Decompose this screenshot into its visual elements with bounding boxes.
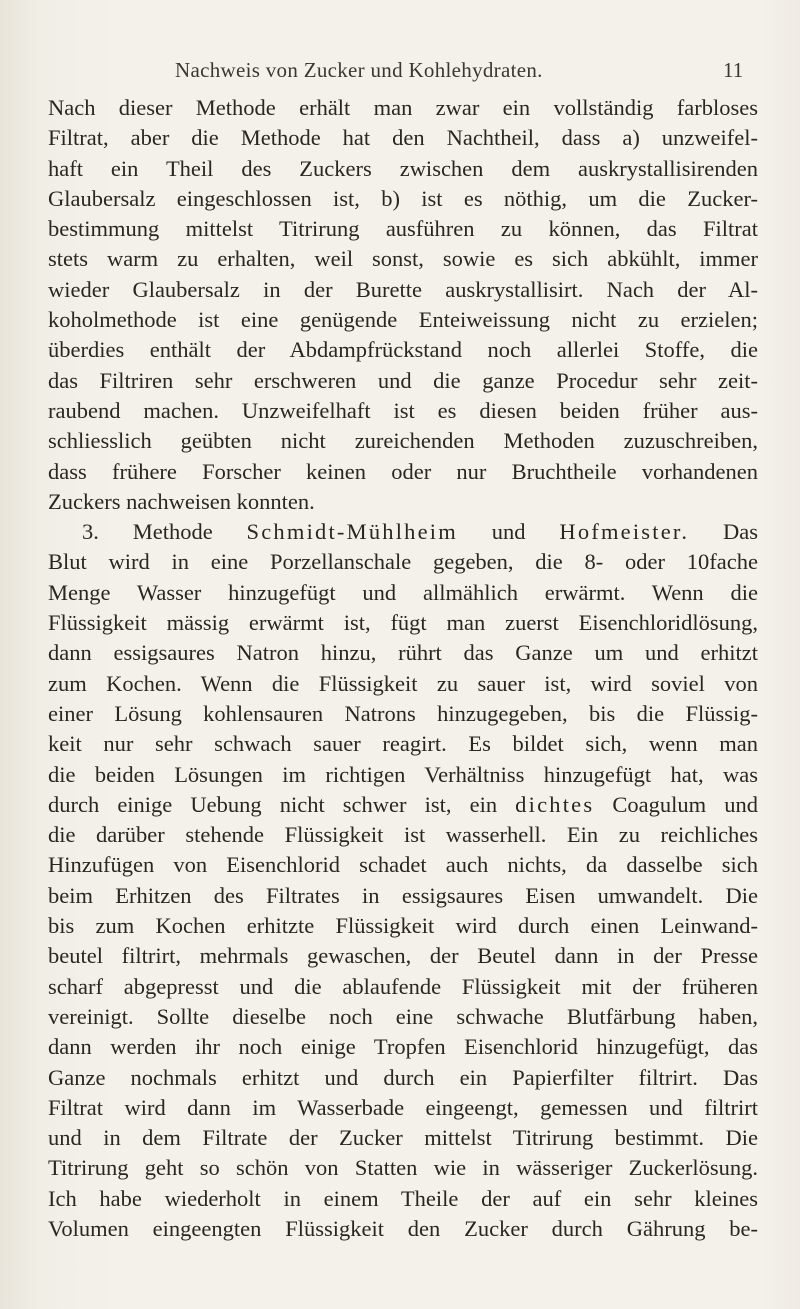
line-segment: durch einige Uebung nicht schwer ist, ein [48,791,498,817]
text-line: das Filtriren sehr erschweren und die ganze Procedur sehr zeit- [48,367,758,393]
text-line [48,790,758,820]
text-line: raubend machen. Unzweifelhaft ist es diesen beiden früher aus- [48,397,758,423]
text-line: Blut wird in eine Porzellanschale gegeben, die 8- oder 10fache [48,549,758,575]
text-line: die beiden Lösungen im richtigen Verhältniss hinzugefügt hat, was [48,761,758,787]
page-header [0,58,800,88]
text-line: Filtrat, aber die Methode hat den Nachtheil, dass a) unzweifel- [48,125,758,151]
text-line: keit nur sehr schwach sauer reagirt. Es bildet sich, wenn man [48,731,758,757]
page-number: 11 [723,58,744,82]
text-line: haft ein Theil des Zuckers zwischen dem auskrystallisirenden [48,155,758,181]
text-line: Flüssigkeit mässig erwärmt ist, fügt man zuerst Eisenchloridlösung, [48,610,758,636]
text-line: beim Erhitzen des Filtrates in essigsaures Eisen umwandelt. Die [48,882,758,908]
line-segment: Coagulum und [612,791,758,817]
text-line: Filtrat wird dann im Wasserbade eingeengt, gemessen und filtrirt [48,1094,758,1120]
text-line: Nach dieser Methode erhält man zwar ein vollständig farbloses [48,95,758,120]
text-line: Menge Wasser hinzugefügt und allmählich erwärmt. Wenn die [48,579,758,605]
text-line: Hinzufügen von Eisenchlorid schadet auch nichts, da dasselbe sich [48,852,758,878]
text-line: Zuckers nachweisen konnten. [48,488,315,514]
text-line: bis zum Kochen erhitzte Flüssigkeit wird durch einen Leinwand- [48,913,758,939]
text-line: bestimmung mittelst Titrirung ausführen zu können, das Filtrat [48,216,758,242]
text-line: Glaubersalz eingeschlossen ist, b) ist es nöthig, um die Zucker- [48,185,758,211]
text-line: einer Lösung kohlensauren Natrons hinzugegeben, bis die Flüssig- [48,700,758,726]
text-line: zum Kochen. Wenn die Flüssigkeit zu sauer ist, wird soviel von [48,670,758,696]
text-line: dass frühere Forscher keinen oder nur Bruchtheile vorhandenen [48,458,758,484]
text-line: Titrirung geht so schön von Statten wie in wässeriger Zuckerlösung. [48,1155,758,1181]
text-line: Ganze nochmals erhitzt und durch ein Papierfilter filtrirt. Das [48,1064,758,1090]
section-number: 3. Methode [82,519,213,545]
text-line: koholmethode ist eine genügende Enteiweissung nicht zu erzielen; [48,307,758,333]
text-line: die darüber stehende Flüssigkeit ist wasserhell. Ein zu reichliches [48,822,758,848]
running-head: Nachweis von Zucker und Kohlehydraten. [175,58,543,82]
text-line: dann essigsaures Natron hinzu, rührt das Ganze um und erhitzt [48,640,758,666]
text-line: und in dem Filtrate der Zucker mittelst Titrirung bestimmt. Die [48,1125,758,1151]
author-name: Hofmeister. [559,519,690,545]
text-line: stets warm zu erhalten, weil sonst, sowie es sich abkühlt, immer [48,246,758,272]
text-line: wieder Glaubersalz in der Burette auskrystallisirt. Nach der Al- [48,276,758,302]
text-line: vereinigt. Sollte dieselbe noch eine schwache Blutfärbung haben, [48,1003,758,1029]
text-line: dann werden ihr noch einige Tropfen Eisenchlorid hinzugefügt, das [48,1034,758,1060]
text-line: beutel filtrirt, mehrmals gewaschen, der Beutel dann in der Presse [48,943,758,969]
connector-word: und [491,519,526,545]
line-continuation: Das [723,519,759,545]
text-line: Ich habe wiederholt in einem Theile der auf ein sehr kleines [48,1185,758,1211]
author-name: Schmidt-Mühlheim [246,519,458,545]
text-line: überdies enthält der Abdampfrückstand noch allerlei Stoffe, die [48,337,758,363]
section-heading-line [48,517,758,547]
text-line: schliesslich geübten nicht zureichenden Methoden zuzuschreiben, [48,428,758,454]
text-line: Volumen eingeengten Flüssigkeit den Zucker durch Gährung be- [48,1215,758,1241]
text-line: scharf abgepresst und die ablaufende Flüssigkeit mit der früheren [48,973,758,999]
emphasized-word: dichtes [515,791,595,817]
body-text [48,93,758,1244]
